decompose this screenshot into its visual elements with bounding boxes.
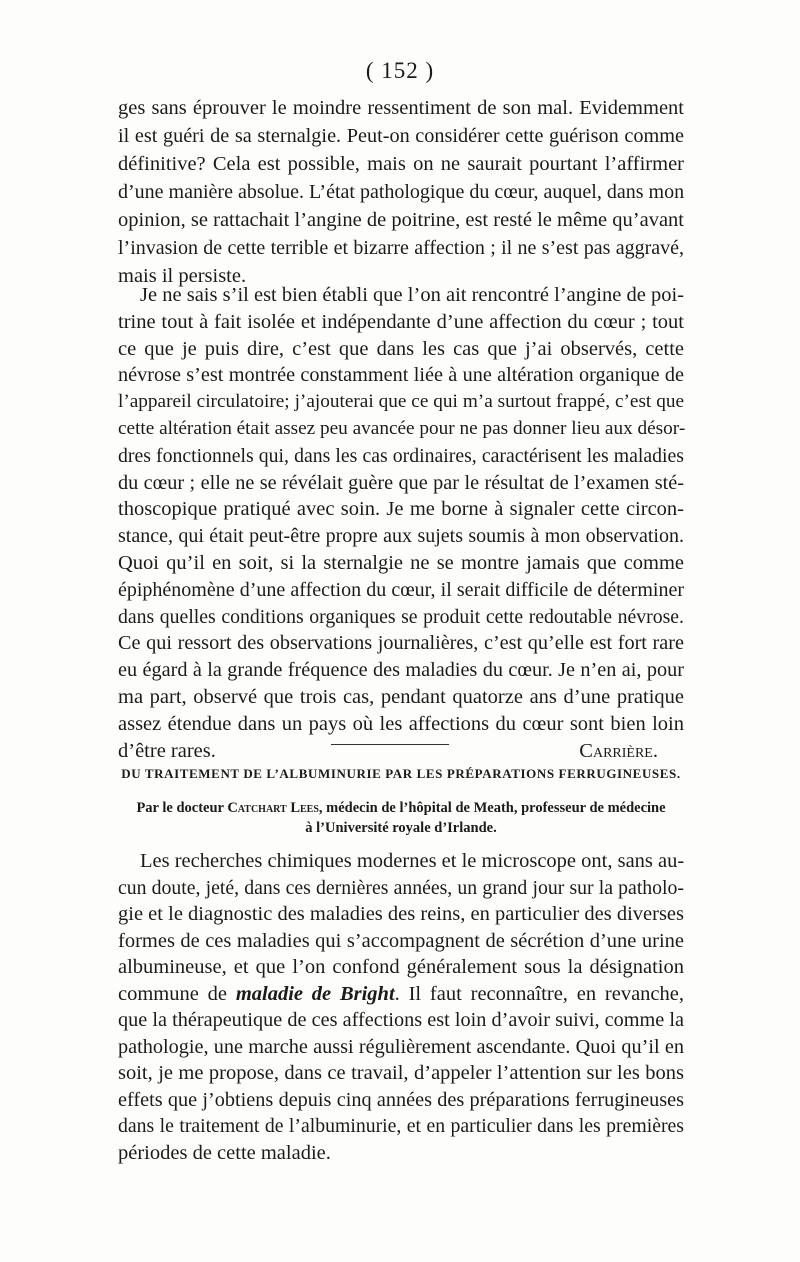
text-line: stance, qui était peut-être propre aux sujets soumis à mon observation. bbox=[118, 525, 684, 548]
text-line: soit, je me propose, dans ce travail, d’appeler l’attention sur les bons bbox=[118, 1062, 684, 1084]
text-line: gie et le diagnostic des maladies des reins, en particulier des diverses bbox=[118, 903, 684, 925]
text-line: d’une manière absolue. L’état pathologique du cœur, auquel, dans mon bbox=[118, 181, 685, 203]
text-line: Je ne sais s’il est bien établi que l’on ait rencontré l’angine de poi- bbox=[140, 284, 684, 306]
section-heading: DU TRAITEMENT DE L’ALBUMINURIE PAR LES PRÉPARATIONS FERRUGINEUSES. bbox=[121, 766, 681, 781]
text-line: ges sans éprouver le moindre ressentiment de son mal. Evidemment bbox=[118, 97, 684, 119]
byline-affiliation: , médecin de l’hôpital de Meath, professeur de médecine bbox=[318, 800, 666, 816]
page-number: ( 152 ) bbox=[365, 58, 435, 83]
text-line: l’appareil circulatoire; j’ajouterai que ce qui m’a surtout frappé, c’est que bbox=[118, 391, 684, 413]
last-line-with-signature bbox=[118, 737, 684, 765]
text-line: Les recherches chimiques modernes et le microscope ont, sans au- bbox=[140, 850, 685, 872]
author-signature: Carrière. bbox=[579, 739, 658, 762]
text-line: périodes de cette maladie. bbox=[118, 1141, 331, 1164]
text-line: trine tout à fait isolée et indépendante d’une affection du cœur ; tout bbox=[118, 310, 684, 333]
text-line: définitive? Cela est possible, mais on ne saurait pourtant l’affirmer bbox=[118, 153, 684, 175]
text-line: mais il persiste. bbox=[118, 265, 247, 287]
byline-author: Catchart Lees bbox=[227, 800, 319, 816]
text-line: dans quelles conditions organiques se produit cette redoutable névrose. bbox=[118, 605, 684, 628]
text-line: dans le traitement de l’albuminurie, et en particulier dans les premières bbox=[118, 1115, 684, 1137]
section-divider bbox=[331, 744, 449, 745]
text-line: Quoi qu’il en soit, si la sternalgie ne se montre jamais que comme bbox=[118, 552, 684, 574]
text-line: il est guéri de sa sternalgie. Peut-on considérer cette guérison comme bbox=[118, 125, 684, 147]
text-line: ce que je puis dire, c’est que dans les cas que j’ai observés, cette bbox=[118, 337, 684, 360]
text-line: cette altération était assez peu avancée pour ne pas donner lieu aux désor- bbox=[118, 418, 686, 439]
byline-line-2: à l’Université royale d’Irlande. bbox=[305, 820, 497, 836]
text-line: du cœur ; elle ne se révélait guère que par le résultat de l’examen sté- bbox=[118, 471, 684, 494]
text-line: albumineuse, et que l’on confond généralement sous la désignation bbox=[118, 956, 684, 978]
text-line-with-italic bbox=[118, 980, 684, 1008]
text-line: l’invasion de cette terrible et bizarre affection ; il ne s’est pas aggravé, bbox=[118, 237, 684, 259]
text-span: commune de bbox=[118, 982, 236, 1005]
text-line: d’être rares. bbox=[118, 739, 216, 762]
text-line: assez étendue dans un pays où les affections du cœur sont bien loin bbox=[118, 712, 684, 735]
text-line: formes de ces maladies qui s’accompagnent de sécrétion d’une urine bbox=[118, 929, 684, 952]
text-line: ma part, observé que trois cas, pendant quatorze ans d’une pratique bbox=[118, 686, 684, 708]
text-line: effets que j’obtiens depuis cinq années des préparations ferrugineuses bbox=[118, 1088, 684, 1111]
text-line: cun doute, jeté, dans ces dernières années, un grand jour sur la patholo- bbox=[118, 876, 684, 899]
text-line: épiphénomène d’une affection du cœur, il serait difficile de déterminer bbox=[118, 578, 684, 601]
byline-prefix: Par le docteur bbox=[136, 800, 228, 816]
text-line: opinion, se rattachait l’angine de poitrine, est resté le même qu’avant bbox=[118, 209, 684, 231]
byline-line-1 bbox=[118, 800, 684, 817]
text-line: dres fonctionnels qui, dans les cas ordinaires, caractérisent les maladies bbox=[118, 444, 684, 467]
text-span: . Il faut reconnaître, en revanche, bbox=[394, 982, 684, 1005]
text-line: pathologie, une marche aussi régulièrement ascendante. Quoi qu’il en bbox=[118, 1035, 684, 1058]
italic-term: maladie de Bright bbox=[235, 982, 395, 1005]
text-line: Ce qui ressort des observations journalières, c’est qu’elle est fort rare bbox=[118, 632, 684, 655]
text-line: que la thérapeutique de ces affections est loin d’avoir suivi, comme la bbox=[118, 1009, 684, 1031]
text-line: névrose s’est montrée constamment liée à une altération organique de bbox=[118, 364, 684, 387]
text-line: thoscopique pratiqué avec soin. Je me borne à signaler cette circon- bbox=[118, 498, 684, 521]
text-line: eu égard à la grande fréquence des maladies du cœur. Je n’en ai, pour bbox=[118, 659, 684, 682]
